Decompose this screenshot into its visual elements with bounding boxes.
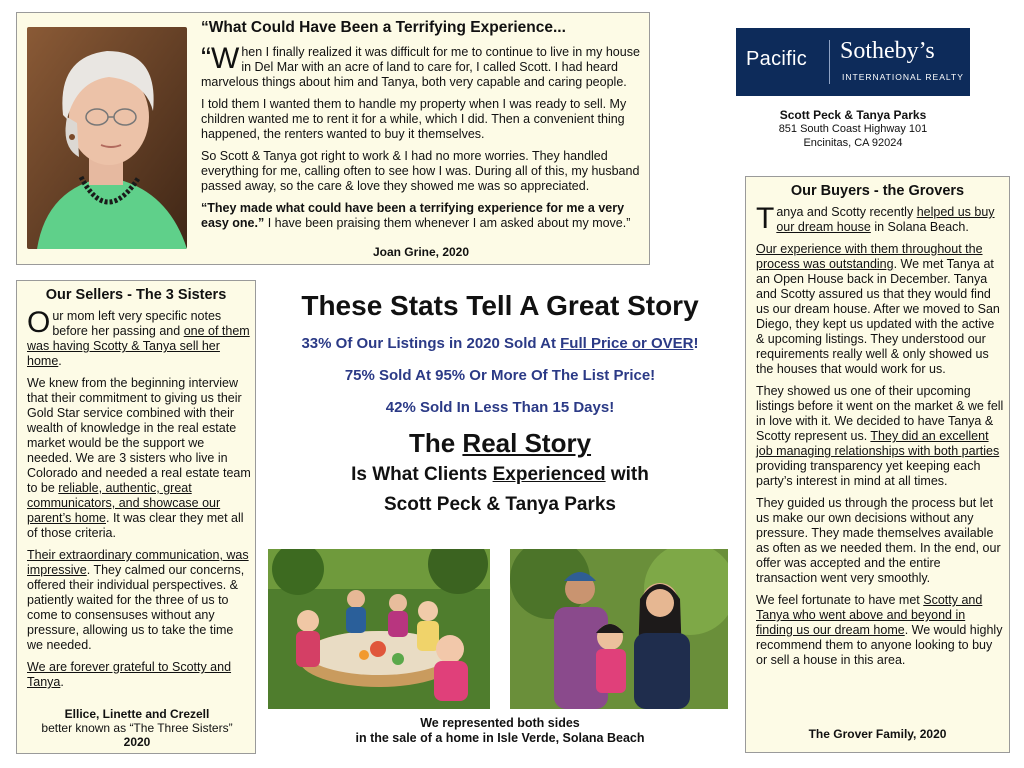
testimonial-signature: Joan Grine, 2020	[372, 245, 470, 259]
logo-subtitle: INTERNATIONAL REALTY	[842, 72, 964, 82]
drop-cap: O	[27, 306, 51, 339]
sothebys-logo	[736, 28, 970, 96]
paragraph: So Scott & Tanya got right to work & I had no more worries. They handled everything for me, calling often to see how I was. During all of this, my husband passed away, so the care & love they showed me was so appreciated.	[201, 149, 640, 193]
logo-right-text: Sotheby’s	[840, 38, 935, 64]
highlight-quote: “They made what could have been a terrifying experience for me a very easy one.”	[201, 201, 625, 230]
real-story-line-3: Scott Peck & Tanya Parks	[384, 494, 616, 515]
joan-testimonial-box	[16, 12, 650, 265]
buyers-body: Tanya and Scotty recently helped us buy our dream house in Solana Beach. Our experience with them throughout the process was outstanding. We met Tanya at an Open House back in December. Tanya and Scotty assured us that they would find us our dream house. After we moved to San Diego, they kept us updated with the active & upcoming listings. They understood our requirements really well & only showed us the houses that would work for us. They showed us one of their upcoming listings before it went on the market & we fell in love with it. We decided to have Tanya & Scotty represent us. They did an excellent job managing relationships with both parties providing transparency yet keeping each party’s interest in mind at all times. They guided us through the process but let us make our own decisions without any pressure. They made themselves available as often as we needed them. In the end, our offer was accepted and the entire transaction went very smoothly. We feel fortunate to have met Scotty and Tanya who went above and beyond in finding us our dream home. We would highly recommend them to anyone looking to buy or sell a house in this area.	[756, 202, 1004, 667]
sellers-signature: Ellice, Linette and Crezell better known as “The Three Sisters” 2020	[41, 707, 233, 749]
stat-line-2: 75% Sold At 95% Or More Of The List Price!	[344, 367, 656, 384]
buyers-title: Our Buyers - the Grovers	[790, 183, 965, 199]
drop-cap: T	[756, 202, 775, 235]
sellers-title: Our Sellers - The 3 Sisters	[45, 287, 227, 303]
agent-address-line2: Encinitas, CA 92024	[803, 137, 903, 149]
stat-line-3: 42% Sold In Less Than 15 Days!	[385, 399, 615, 416]
real-story-line-2: Is What Clients Experienced with	[351, 464, 649, 485]
agent-info	[736, 108, 970, 150]
sisters-photo	[268, 549, 490, 709]
testimonial-title: “What Could Have Been a Terrifying Experience...	[201, 19, 566, 36]
stats-title: These Stats Tell A Great Story	[301, 290, 699, 321]
paragraph: “They made what could have been a terrifying experience for me a very easy one.” I have been praising them whenever I am asked about my move.”	[201, 201, 631, 230]
paragraph: hen I finally realized it was difficult for me to continue to live in my house in Del Mar with an acre of land to care for, I called Scott. I had heard marvelous things about him and Tanya, both very capable and caring people.	[201, 45, 640, 89]
agent-address-line1: 851 South Coast Highway 101	[778, 123, 928, 135]
buyers-testimonial-box	[745, 176, 1010, 753]
paragraph: I told them I wanted them to handle my property when I was ready to sell. My children wanted me to rent it for a while, which I did. Then a convenient thing happened, the renters wanted to buy it themselves.	[201, 97, 627, 141]
agent-names: Scott Peck & Tanya Parks	[779, 108, 927, 122]
sellers-body: Our mom left very specific notes before her passing and one of them was having Scotty & Tanya sell her home. We knew from the beginning interview that their commitment to giving us their Gold Star service combined with their wealth of knowledge in the real estate market would be the support we needed. We are 3 sisters who live in Colorado and needed a real estate team to be reliable, authentic, great communicators, and showcase our parent’s home. It was clear they met all of those criteria. Their extraordinary communication, was impressive. They calmed our concerns, offered their individual perspectives. & patiently waited for the three of us to come to consensuses without any pressure, allowing us to take the time we needed. We are forever grateful to Scotty and Tanya.	[27, 306, 251, 689]
sellers-testimonial-box	[16, 280, 256, 754]
logo-left-text: Pacific	[746, 48, 808, 70]
testimonial-body	[201, 42, 641, 238]
portrait-photo	[27, 27, 187, 249]
real-story-title: The Real Story	[408, 428, 592, 458]
stat-line-1: 33% Of Our Listings in 2020 Sold At Full Price or OVER!	[301, 335, 699, 352]
buyers-signature: The Grover Family, 2020	[808, 727, 947, 741]
logo-divider	[829, 40, 830, 84]
grover-family-photo	[510, 549, 728, 709]
photo-caption: We represented both sides in the sale of a home in Isle Verde, Solana Beach	[355, 716, 645, 745]
drop-cap: “W	[201, 42, 240, 75]
